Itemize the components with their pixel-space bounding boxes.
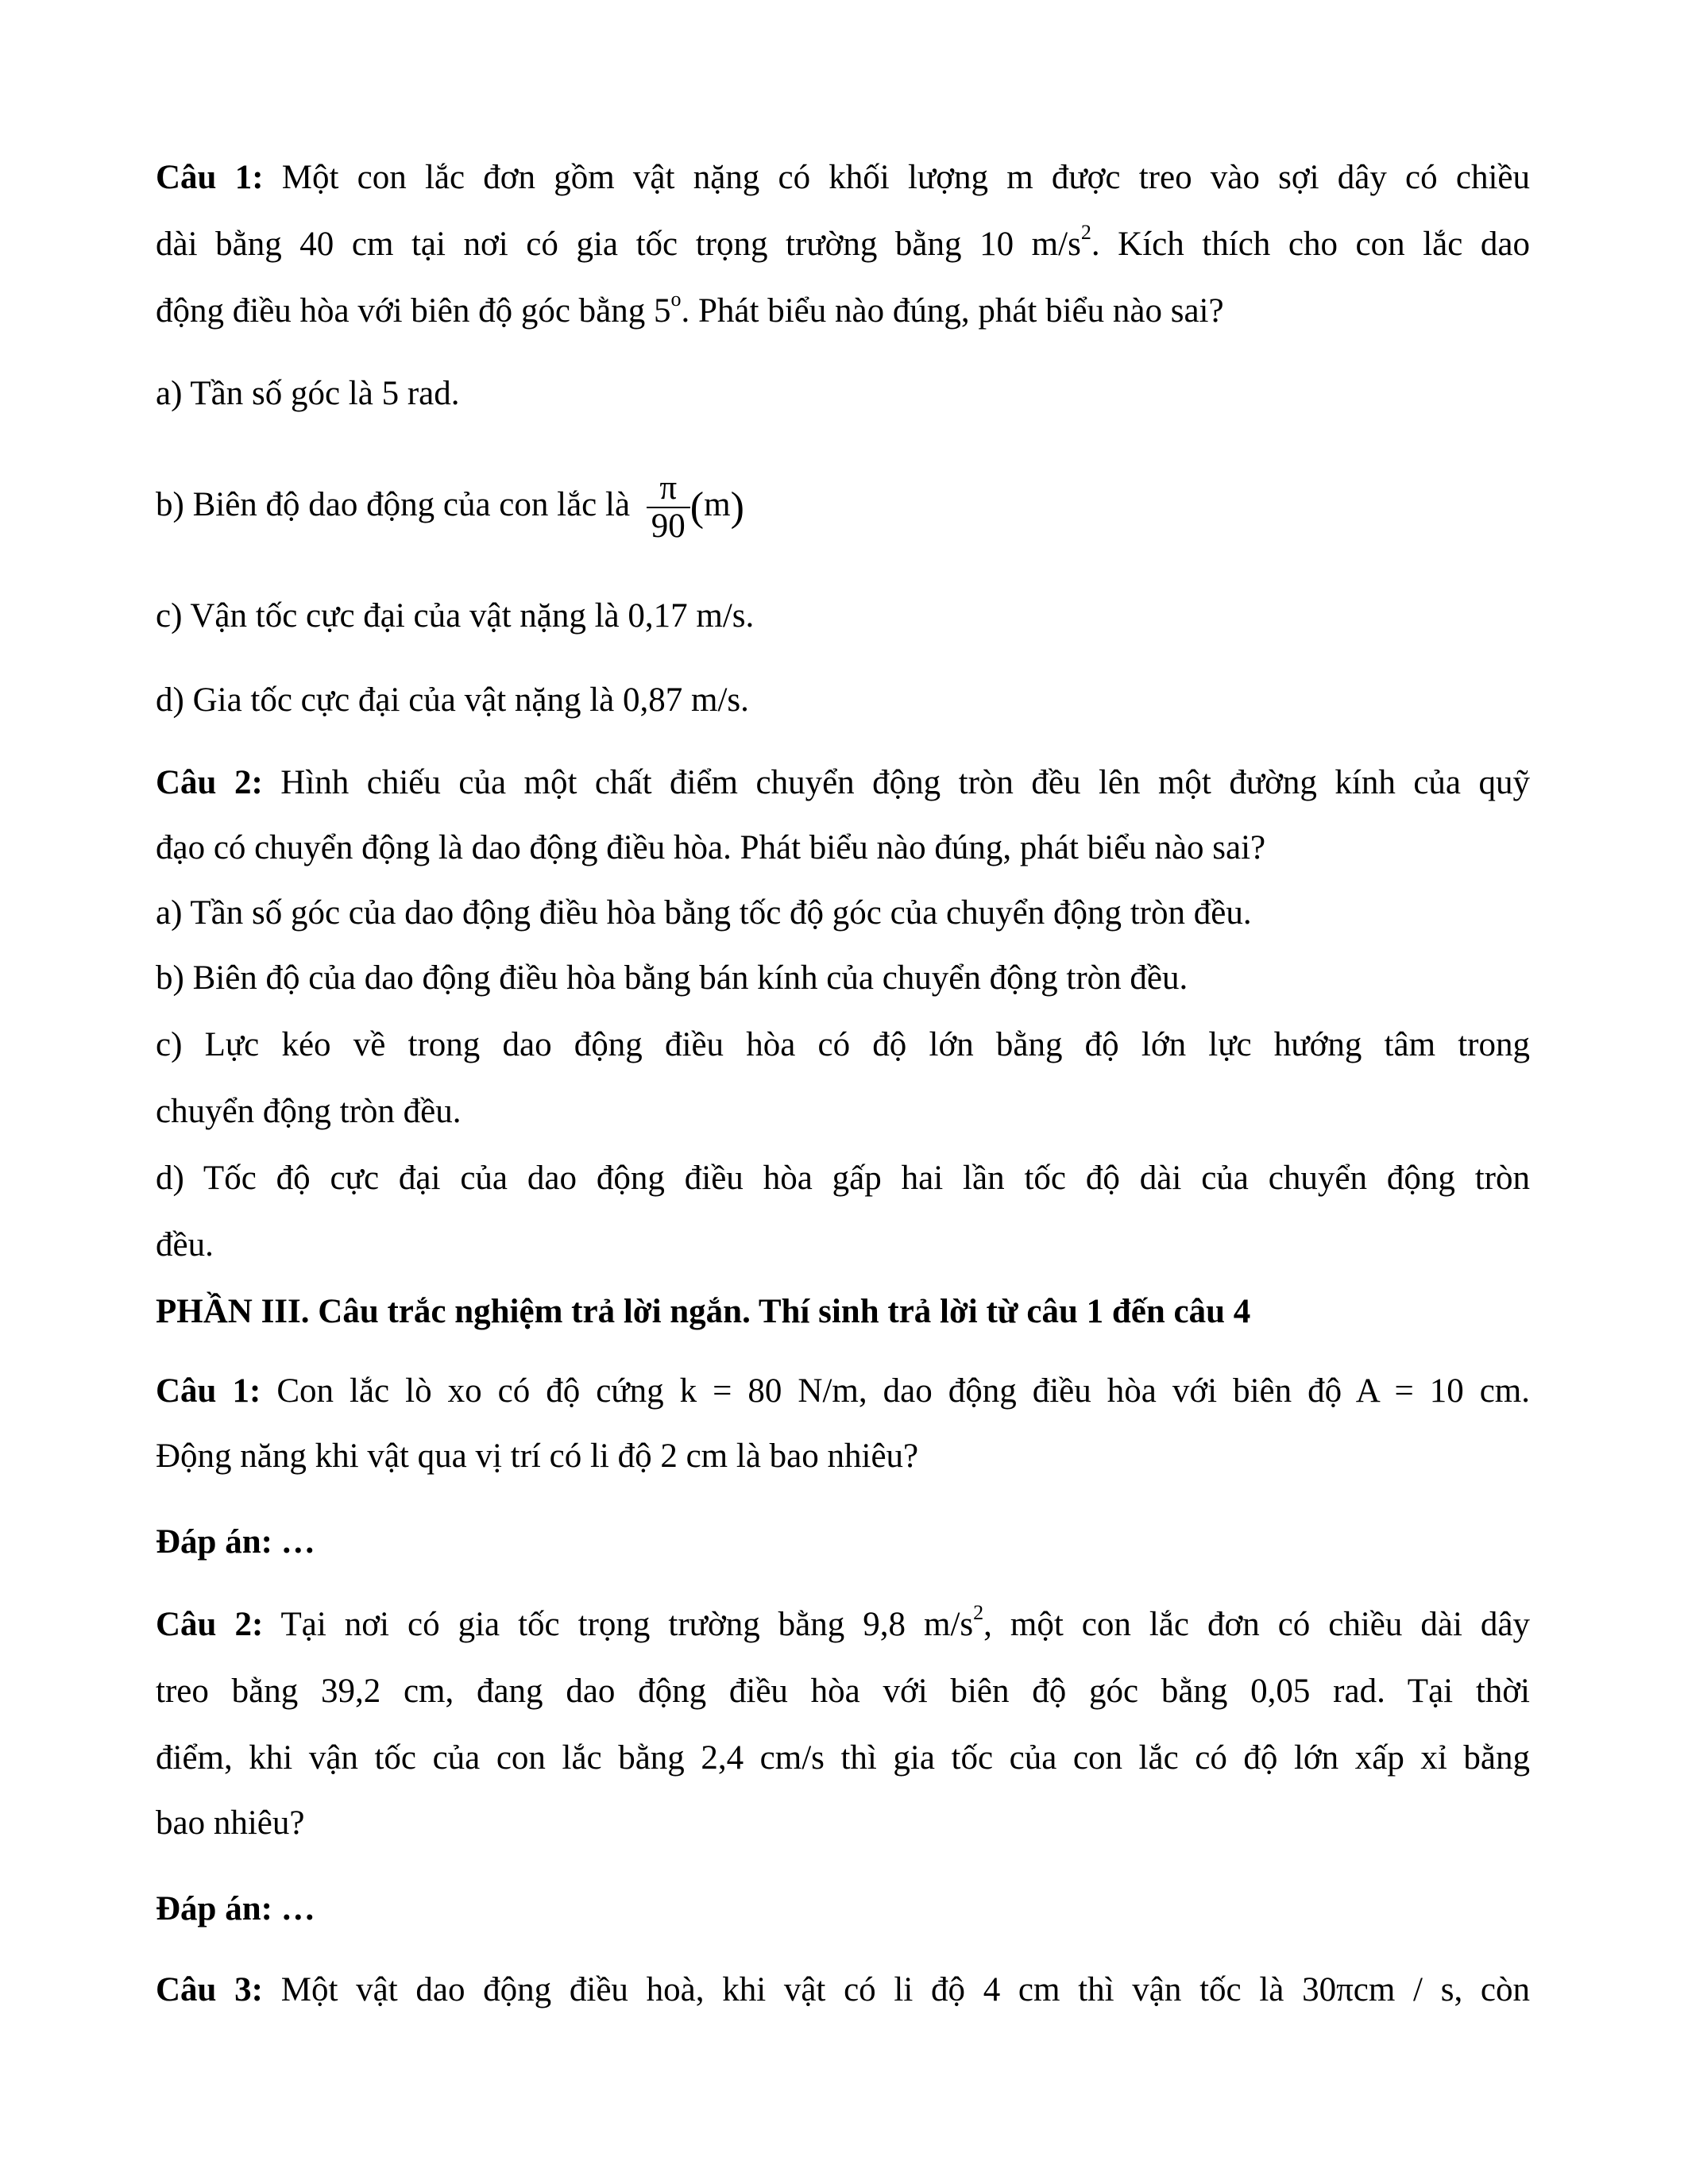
q1-line-3: động điều hòa với biên độ góc bằng 5$^o$. Phát biểu nào đúng, phát biểu nào sai? <box>156 287 1224 330</box>
q2-option-c-line-1: c) Lực kéo về trong dao động điều hòa có độ lớn bằng độ lớn lực hướng tâm trong <box>156 1026 1530 1063</box>
part3-heading: PHẦN III. Câu trắc nghiệm trả lời ngắn. Thí sinh trả lời từ câu 1 đến câu 4 <box>156 1293 1251 1330</box>
q1-line-2: dài bằng 40 cm tại nơi có gia tốc trọng trường bằng 10 $m/s^2$. Kích thích cho con lắc dao <box>156 221 1530 263</box>
q1-option-b: b) Biên độ dao động của con lắc là $\frac{\pi}{90}$ (m) <box>156 469 744 546</box>
q2-option-c-line-2: chuyển động tròn đều. <box>156 1093 462 1130</box>
q1-option-c: c) Vận tốc cực đại của vật nặng là 0,17 m/s. <box>156 597 755 635</box>
fraction-pi-over-90: $\frac{\pi}{90}$ <box>647 470 690 545</box>
q2-option-d-line-2: đều. <box>156 1226 214 1264</box>
answer-2: Đáp án: … <box>156 1890 315 1927</box>
q2-option-d-line-1: d) Tốc độ cực đại của dao động điều hòa gấp hai lần tốc độ dài của chuyển động tròn <box>156 1160 1530 1197</box>
p3q1-label: Câu 1: <box>156 1372 261 1410</box>
q1-option-a: a) Tần số góc là 5 rad. <box>156 375 460 412</box>
p3q1-line-2: Động năng khi vật qua vị trí có li độ 2 cm là bao nhiêu? <box>156 1437 919 1475</box>
p3q2-label: Câu 2: <box>156 1606 264 1643</box>
p3q1-line-1: Câu 1: Con lắc lò xo có độ cứng k = 80 N/m, dao động điều hòa với biên độ A = 10 cm. <box>156 1372 1530 1410</box>
p3q3-label: Câu 3: <box>156 1971 264 2008</box>
p3q2-line-1: Câu 2: Tại nơi có gia tốc trọng trường bằng 9,8 $m/s^2$, một con lắc đơn có chiều dài dây <box>156 1601 1531 1643</box>
q1-line-1: Câu 1: Một con lắc đơn gồm vật nặng có khối lượng m được treo vào sợi dây có chiều <box>156 159 1530 196</box>
q2-line-2: đạo có chuyển động là dao động điều hòa. Phát biểu nào đúng, phát biểu nào sai? <box>156 829 1266 866</box>
q2-label: Câu 2: <box>156 764 263 801</box>
p3q2-line-4: bao nhiêu? <box>156 1804 305 1842</box>
q2-option-b: b) Biên độ của dao động điều hòa bằng bán kính của chuyển động tròn đều. <box>156 959 1188 997</box>
p3q2-line-2: treo bằng 39,2 cm, đang dao động điều hòa với biên độ góc bằng 0,05 rad. Tại thời <box>156 1673 1530 1710</box>
answer-1: Đáp án: … <box>156 1523 315 1561</box>
q2-line-1: Câu 2: Hình chiếu của một chất điểm chuyển động tròn đều lên một đường kính của quỹ <box>156 764 1530 801</box>
q2-option-a: a) Tần số góc của dao động điều hòa bằng tốc độ góc của chuyển động tròn đều. <box>156 894 1252 932</box>
q1-option-d: d) Gia tốc cực đại của vật nặng là 0,87 m/s. <box>156 681 749 719</box>
p3q3-line-1: Câu 3: Một vật dao động điều hoà, khi vật có li độ 4 cm thì vận tốc là 30πcm / s, còn <box>156 1971 1530 2008</box>
q1-label: Câu 1: <box>156 159 264 196</box>
p3q2-line-3: điểm, khi vận tốc của con lắc bằng 2,4 cm/s thì gia tốc của con lắc có độ lớn xấp xỉ bằng <box>156 1739 1530 1777</box>
